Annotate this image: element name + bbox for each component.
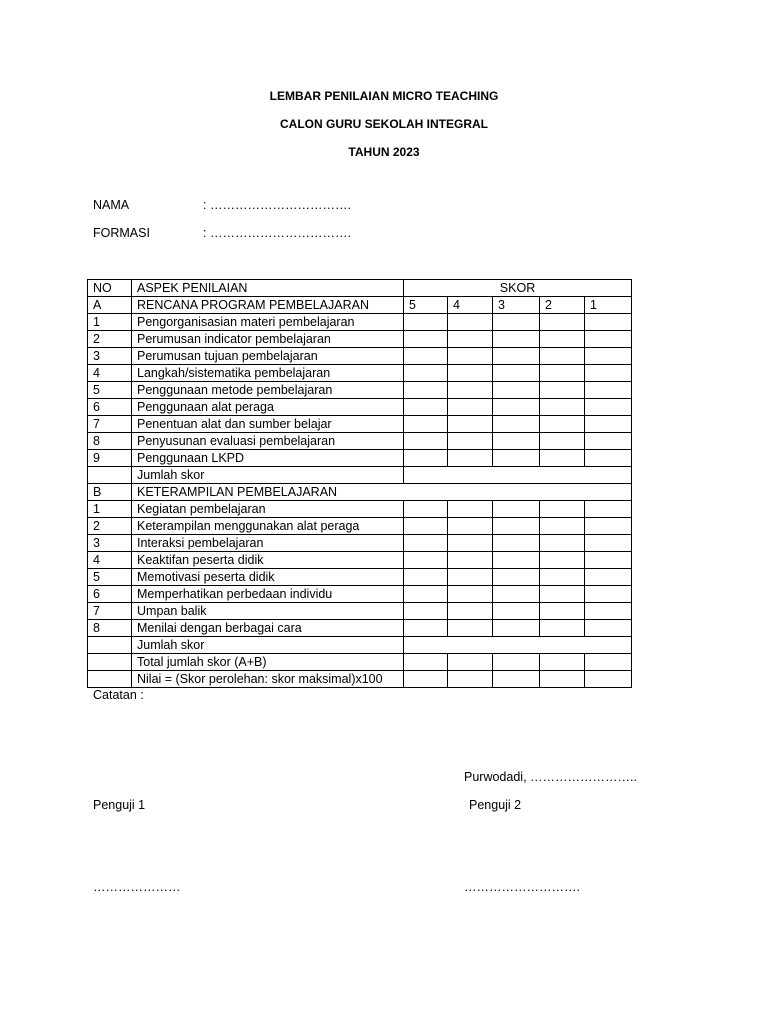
item-no: 2 [88, 331, 132, 348]
score-cell[interactable] [540, 569, 585, 586]
item-no: 4 [88, 365, 132, 382]
score-cell[interactable] [448, 654, 493, 671]
score-cell[interactable] [404, 416, 448, 433]
score-cell[interactable] [404, 501, 448, 518]
score-cell[interactable] [493, 569, 540, 586]
header-skor: SKOR [404, 280, 632, 297]
score-cell[interactable] [585, 331, 632, 348]
item-no: 7 [88, 603, 132, 620]
score-cell[interactable] [493, 331, 540, 348]
score-level-3: 3 [493, 297, 540, 314]
score-cell[interactable] [540, 433, 585, 450]
examiner1-signature-line: ………………… [93, 880, 181, 894]
score-cell[interactable] [540, 348, 585, 365]
item-no: 2 [88, 518, 132, 535]
score-cell[interactable] [448, 382, 493, 399]
table-row [88, 331, 632, 348]
score-cell[interactable] [448, 450, 493, 467]
score-cell[interactable] [448, 671, 493, 688]
score-cell[interactable] [540, 331, 585, 348]
score-cell[interactable] [404, 586, 448, 603]
table-row [88, 416, 632, 433]
header-aspek: ASPEK PENILAIAN [132, 280, 404, 297]
subtotal-label: Jumlah skor [132, 637, 404, 654]
score-level-1: 5 [404, 297, 448, 314]
score-cell[interactable] [540, 518, 585, 535]
score-cell[interactable] [404, 365, 448, 382]
score-cell[interactable] [448, 331, 493, 348]
table-header-row [88, 280, 632, 297]
score-cell[interactable] [493, 603, 540, 620]
score-cell[interactable] [540, 671, 585, 688]
score-cell[interactable] [404, 348, 448, 365]
notes-label: Catatan : [93, 688, 144, 702]
score-cell[interactable] [585, 535, 632, 552]
score-cell[interactable] [404, 569, 448, 586]
section-b-header-row [88, 484, 632, 501]
table-row [88, 569, 632, 586]
item-no: 1 [88, 501, 132, 518]
item-label: Keaktifan peserta didik [132, 552, 404, 569]
nilai-row [88, 671, 632, 688]
item-label: Umpan balik [132, 603, 404, 620]
score-cell[interactable] [585, 671, 632, 688]
item-label: Langkah/sistematika pembelajaran [132, 365, 404, 382]
score-cell[interactable] [585, 569, 632, 586]
item-no: 9 [88, 450, 132, 467]
score-cell[interactable] [585, 348, 632, 365]
table-row [88, 518, 632, 535]
score-cell[interactable] [493, 314, 540, 331]
score-cell[interactable] [540, 654, 585, 671]
score-level-2: 4 [448, 297, 493, 314]
score-cell[interactable] [448, 365, 493, 382]
score-cell[interactable] [585, 586, 632, 603]
score-cell[interactable] [448, 518, 493, 535]
score-cell[interactable] [540, 450, 585, 467]
table-row [88, 586, 632, 603]
item-label: Memperhatikan perbedaan individu [132, 586, 404, 603]
table-row [88, 450, 632, 467]
empty-no-cell [88, 467, 132, 484]
score-cell[interactable] [493, 416, 540, 433]
section-b-no: B [88, 484, 132, 501]
score-cell[interactable] [493, 654, 540, 671]
header-no: NO [88, 280, 132, 297]
table-row [88, 603, 632, 620]
item-no: 1 [88, 314, 132, 331]
item-no: 5 [88, 569, 132, 586]
item-no: 7 [88, 416, 132, 433]
item-label: Penggunaan LKPD [132, 450, 404, 467]
score-cell[interactable] [448, 314, 493, 331]
score-cell[interactable] [493, 586, 540, 603]
score-cell[interactable] [404, 433, 448, 450]
score-cell[interactable] [493, 552, 540, 569]
total-label: Total jumlah skor (A+B) [132, 654, 404, 671]
score-cell[interactable] [404, 314, 448, 331]
score-cell[interactable] [585, 518, 632, 535]
score-cell[interactable] [404, 603, 448, 620]
score-cell[interactable] [585, 552, 632, 569]
item-label: Perumusan indicator pembelajaran [132, 331, 404, 348]
score-cell[interactable] [448, 535, 493, 552]
item-label: Penentuan alat dan sumber belajar [132, 416, 404, 433]
table-row [88, 552, 632, 569]
assessment-table-body [88, 280, 632, 688]
nilai-label: Nilai = (Skor perolehan: skor maksimal)x100 [132, 671, 404, 688]
table-row [88, 365, 632, 382]
empty-no-cell [88, 654, 132, 671]
subtotal-label: Jumlah skor [132, 467, 404, 484]
name-label: NAMA [93, 198, 130, 212]
score-cell[interactable] [404, 450, 448, 467]
score-cell[interactable] [585, 501, 632, 518]
section-a-subtotal-row [88, 467, 632, 484]
formasi-label: FORMASI [93, 226, 150, 240]
score-cell[interactable] [585, 620, 632, 637]
item-label: Penggunaan alat peraga [132, 399, 404, 416]
section-a-title: RENCANA PROGRAM PEMBELAJARAN [132, 297, 404, 314]
score-cell[interactable] [493, 382, 540, 399]
item-label: Keterampilan menggunakan alat peraga [132, 518, 404, 535]
table-row [88, 535, 632, 552]
score-cell[interactable] [493, 535, 540, 552]
score-cell[interactable] [585, 433, 632, 450]
score-cell[interactable] [540, 382, 585, 399]
score-cell[interactable] [540, 620, 585, 637]
name-value: : ……………………………. [203, 198, 351, 212]
score-cell[interactable] [493, 433, 540, 450]
examiner2-signature-line: ………………………. [464, 880, 580, 894]
table-row [88, 501, 632, 518]
score-cell[interactable] [404, 382, 448, 399]
section-b-title: KETERAMPILAN PEMBELAJARAN [132, 484, 632, 501]
subtotal-value-cell[interactable] [404, 637, 632, 654]
score-cell[interactable] [540, 314, 585, 331]
section-a-no: A [88, 297, 132, 314]
score-cell[interactable] [448, 586, 493, 603]
table-row [88, 348, 632, 365]
subtotal-value-cell[interactable] [404, 467, 632, 484]
item-no: 8 [88, 620, 132, 637]
score-cell[interactable] [493, 671, 540, 688]
score-cell[interactable] [404, 671, 448, 688]
score-cell[interactable] [448, 433, 493, 450]
score-cell[interactable] [540, 416, 585, 433]
total-row [88, 654, 632, 671]
item-label: Memotivasi peserta didik [132, 569, 404, 586]
item-label: Penggunaan metode pembelajaran [132, 382, 404, 399]
score-cell[interactable] [448, 620, 493, 637]
score-cell[interactable] [493, 365, 540, 382]
item-label: Kegiatan pembelajaran [132, 501, 404, 518]
score-cell[interactable] [404, 654, 448, 671]
table-row [88, 314, 632, 331]
item-no: 6 [88, 586, 132, 603]
table-row [88, 620, 632, 637]
item-label: Penyusunan evaluasi pembelajaran [132, 433, 404, 450]
score-cell[interactable] [404, 535, 448, 552]
score-cell[interactable] [540, 603, 585, 620]
score-cell[interactable] [585, 314, 632, 331]
score-level-4: 2 [540, 297, 585, 314]
table-row [88, 433, 632, 450]
form-title-line1: LEMBAR PENILAIAN MICRO TEACHING [269, 89, 499, 103]
item-no: 5 [88, 382, 132, 399]
section-b-subtotal-row [88, 637, 632, 654]
score-cell[interactable] [540, 586, 585, 603]
table-row [88, 399, 632, 416]
place-date: Purwodadi, …………………….. [464, 770, 637, 784]
score-cell[interactable] [585, 382, 632, 399]
form-title-line2: CALON GURU SEKOLAH INTEGRAL [280, 117, 488, 131]
item-no: 6 [88, 399, 132, 416]
item-no: 3 [88, 535, 132, 552]
score-cell[interactable] [540, 501, 585, 518]
score-cell[interactable] [404, 552, 448, 569]
score-cell[interactable] [493, 450, 540, 467]
score-cell[interactable] [448, 552, 493, 569]
section-a-header-row [88, 297, 632, 314]
item-no: 8 [88, 433, 132, 450]
score-cell[interactable] [448, 603, 493, 620]
examiner2-label: Penguji 2 [469, 798, 522, 812]
examiner1-label: Penguji 1 [93, 798, 146, 812]
score-cell[interactable] [448, 501, 493, 518]
score-cell[interactable] [493, 348, 540, 365]
score-cell[interactable] [585, 450, 632, 467]
score-level-5: 1 [585, 297, 632, 314]
score-cell[interactable] [493, 518, 540, 535]
score-cell[interactable] [404, 620, 448, 637]
score-cell[interactable] [448, 348, 493, 365]
score-cell[interactable] [585, 416, 632, 433]
item-label: Perumusan tujuan pembelajaran [132, 348, 404, 365]
score-cell[interactable] [448, 399, 493, 416]
score-cell[interactable] [585, 399, 632, 416]
score-cell[interactable] [448, 569, 493, 586]
item-no: 3 [88, 348, 132, 365]
item-no: 4 [88, 552, 132, 569]
score-cell[interactable] [404, 399, 448, 416]
score-cell[interactable] [404, 331, 448, 348]
score-cell[interactable] [585, 603, 632, 620]
score-cell[interactable] [540, 552, 585, 569]
score-cell[interactable] [585, 654, 632, 671]
score-cell[interactable] [493, 501, 540, 518]
empty-no-cell [88, 637, 132, 654]
assessment-table [87, 279, 632, 688]
item-label: Pengorganisasian materi pembelajaran [132, 314, 404, 331]
score-cell[interactable] [540, 535, 585, 552]
score-cell[interactable] [404, 518, 448, 535]
score-cell[interactable] [585, 365, 632, 382]
score-cell[interactable] [448, 416, 493, 433]
score-cell[interactable] [493, 620, 540, 637]
item-label: Menilai dengan berbagai cara [132, 620, 404, 637]
table-row [88, 382, 632, 399]
form-title-line3: TAHUN 2023 [348, 145, 420, 159]
item-label: Interaksi pembelajaran [132, 535, 404, 552]
score-cell[interactable] [540, 365, 585, 382]
score-cell[interactable] [540, 399, 585, 416]
formasi-value: : ……………………………. [203, 226, 351, 240]
score-cell[interactable] [493, 399, 540, 416]
empty-no-cell [88, 671, 132, 688]
